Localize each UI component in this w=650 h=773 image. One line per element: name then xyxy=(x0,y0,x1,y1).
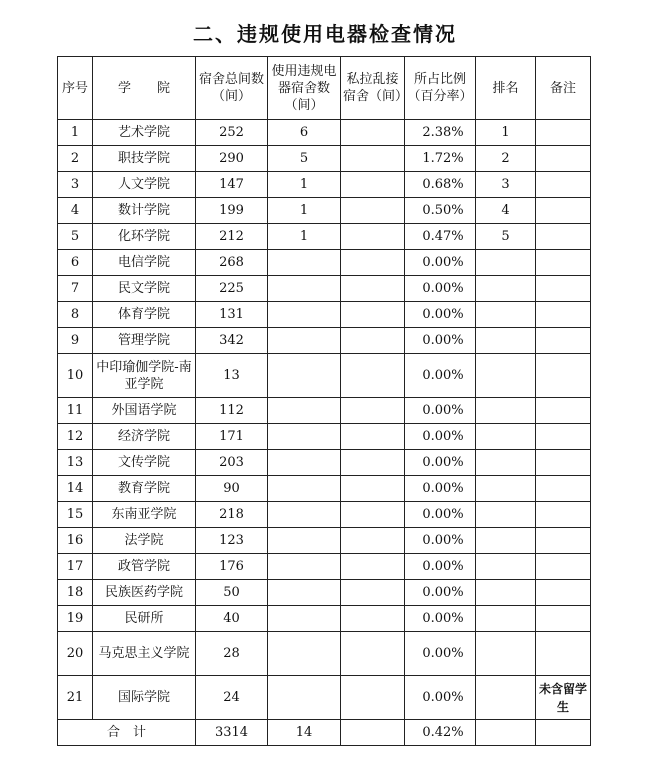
cell-violation-rooms xyxy=(268,476,341,502)
cell-rank xyxy=(476,528,536,554)
cell-college: 体育学院 xyxy=(93,302,196,328)
cell-college: 经济学院 xyxy=(93,424,196,450)
cell-violation-rooms xyxy=(268,398,341,424)
page-title: 二、违规使用电器检查情况 xyxy=(193,22,457,46)
cell-rank xyxy=(476,676,536,720)
cell-college: 民族医药学院 xyxy=(93,580,196,606)
cell-ratio: 0.00% xyxy=(405,502,476,528)
cell-remark xyxy=(536,276,591,302)
cell-wiring-rooms xyxy=(341,146,405,172)
cell-college: 人文学院 xyxy=(93,172,196,198)
total-row xyxy=(58,720,591,746)
cell-total-rooms: 176 xyxy=(196,554,268,580)
cell-ratio: 0.00% xyxy=(405,276,476,302)
cell-remark xyxy=(536,354,591,398)
cell-college: 艺术学院 xyxy=(93,120,196,146)
cell-rank: 5 xyxy=(476,224,536,250)
cell-wiring-rooms xyxy=(341,302,405,328)
header-total-rooms: 宿舍总间数（间） xyxy=(196,57,268,120)
total-violation: 14 xyxy=(268,720,341,746)
cell-violation-rooms: 6 xyxy=(268,120,341,146)
cell-ratio: 0.00% xyxy=(405,424,476,450)
header-violation-rooms: 使用违规电器宿舍数（间） xyxy=(268,57,341,120)
total-wiring xyxy=(341,720,405,746)
table-header-row xyxy=(58,57,591,120)
table-row xyxy=(58,450,591,476)
cell-remark xyxy=(536,146,591,172)
cell-violation-rooms xyxy=(268,676,341,720)
cell-total-rooms: 147 xyxy=(196,172,268,198)
cell-wiring-rooms xyxy=(341,528,405,554)
cell-violation-rooms xyxy=(268,554,341,580)
cell-total-rooms: 24 xyxy=(196,676,268,720)
cell-violation-rooms: 5 xyxy=(268,146,341,172)
cell-wiring-rooms xyxy=(341,328,405,354)
table-row xyxy=(58,302,591,328)
total-rooms: 3314 xyxy=(196,720,268,746)
table-row xyxy=(58,632,591,676)
total-remark xyxy=(536,720,591,746)
cell-ratio: 0.00% xyxy=(405,302,476,328)
table-row xyxy=(58,328,591,354)
cell-no: 15 xyxy=(58,502,93,528)
cell-rank xyxy=(476,276,536,302)
cell-wiring-rooms xyxy=(341,424,405,450)
header-rank: 排名 xyxy=(476,57,536,120)
table-row xyxy=(58,146,591,172)
cell-rank xyxy=(476,354,536,398)
cell-total-rooms: 123 xyxy=(196,528,268,554)
table-row xyxy=(58,528,591,554)
cell-wiring-rooms xyxy=(341,198,405,224)
header-no: 序号 xyxy=(58,57,93,120)
cell-total-rooms: 199 xyxy=(196,198,268,224)
cell-total-rooms: 203 xyxy=(196,450,268,476)
cell-ratio: 0.00% xyxy=(405,676,476,720)
cell-rank xyxy=(476,450,536,476)
cell-wiring-rooms xyxy=(341,354,405,398)
cell-rank xyxy=(476,424,536,450)
cell-no: 9 xyxy=(58,328,93,354)
table-row xyxy=(58,502,591,528)
cell-wiring-rooms xyxy=(341,606,405,632)
cell-violation-rooms xyxy=(268,632,341,676)
cell-no: 21 xyxy=(58,676,93,720)
cell-ratio: 2.38% xyxy=(405,120,476,146)
table-row xyxy=(58,354,591,398)
table-row xyxy=(58,198,591,224)
cell-total-rooms: 268 xyxy=(196,250,268,276)
cell-ratio: 0.00% xyxy=(405,354,476,398)
cell-total-rooms: 252 xyxy=(196,120,268,146)
cell-ratio: 0.00% xyxy=(405,250,476,276)
cell-remark xyxy=(536,476,591,502)
table-row xyxy=(58,398,591,424)
cell-remark xyxy=(536,606,591,632)
cell-no: 12 xyxy=(58,424,93,450)
cell-rank xyxy=(476,580,536,606)
cell-total-rooms: 212 xyxy=(196,224,268,250)
header-wiring-rooms: 私拉乱接宿舍（间） xyxy=(341,57,405,120)
cell-total-rooms: 50 xyxy=(196,580,268,606)
cell-wiring-rooms xyxy=(341,398,405,424)
cell-ratio: 0.00% xyxy=(405,554,476,580)
cell-college: 民研所 xyxy=(93,606,196,632)
cell-violation-rooms xyxy=(268,302,341,328)
cell-remark xyxy=(536,528,591,554)
cell-violation-rooms: 1 xyxy=(268,172,341,198)
cell-ratio: 0.00% xyxy=(405,528,476,554)
cell-rank xyxy=(476,632,536,676)
table-row xyxy=(58,676,591,720)
cell-college: 法学院 xyxy=(93,528,196,554)
cell-no: 16 xyxy=(58,528,93,554)
cell-remark xyxy=(536,632,591,676)
cell-total-rooms: 13 xyxy=(196,354,268,398)
cell-college: 国际学院 xyxy=(93,676,196,720)
cell-rank: 3 xyxy=(476,172,536,198)
cell-wiring-rooms xyxy=(341,250,405,276)
cell-no: 17 xyxy=(58,554,93,580)
cell-college: 职技学院 xyxy=(93,146,196,172)
cell-no: 19 xyxy=(58,606,93,632)
cell-college: 民文学院 xyxy=(93,276,196,302)
cell-remark xyxy=(536,398,591,424)
cell-college: 外国语学院 xyxy=(93,398,196,424)
cell-violation-rooms xyxy=(268,580,341,606)
cell-college: 中印瑜伽学院-南亚学院 xyxy=(93,354,196,398)
cell-violation-rooms xyxy=(268,424,341,450)
cell-wiring-rooms xyxy=(341,502,405,528)
cell-total-rooms: 218 xyxy=(196,502,268,528)
cell-no: 7 xyxy=(58,276,93,302)
header-college: 学 院 xyxy=(93,57,196,120)
table-row xyxy=(58,606,591,632)
table-row xyxy=(58,120,591,146)
total-rank xyxy=(476,720,536,746)
cell-remark xyxy=(536,250,591,276)
cell-college: 数计学院 xyxy=(93,198,196,224)
cell-rank xyxy=(476,476,536,502)
cell-total-rooms: 225 xyxy=(196,276,268,302)
cell-violation-rooms xyxy=(268,328,341,354)
cell-total-rooms: 131 xyxy=(196,302,268,328)
cell-wiring-rooms xyxy=(341,224,405,250)
cell-rank xyxy=(476,328,536,354)
cell-college: 教育学院 xyxy=(93,476,196,502)
cell-no: 11 xyxy=(58,398,93,424)
cell-wiring-rooms xyxy=(341,276,405,302)
cell-remark xyxy=(536,424,591,450)
cell-no: 1 xyxy=(58,120,93,146)
cell-total-rooms: 90 xyxy=(196,476,268,502)
cell-violation-rooms xyxy=(268,354,341,398)
cell-college: 文传学院 xyxy=(93,450,196,476)
table-row xyxy=(58,224,591,250)
cell-rank xyxy=(476,554,536,580)
cell-violation-rooms xyxy=(268,606,341,632)
cell-total-rooms: 40 xyxy=(196,606,268,632)
cell-wiring-rooms xyxy=(341,476,405,502)
cell-college: 电信学院 xyxy=(93,250,196,276)
cell-college: 化环学院 xyxy=(93,224,196,250)
cell-no: 20 xyxy=(58,632,93,676)
table-row xyxy=(58,580,591,606)
cell-college: 政管学院 xyxy=(93,554,196,580)
cell-rank: 4 xyxy=(476,198,536,224)
cell-remark xyxy=(536,328,591,354)
cell-ratio: 0.00% xyxy=(405,632,476,676)
header-ratio: 所占比例（百分率） xyxy=(405,57,476,120)
cell-ratio: 0.00% xyxy=(405,580,476,606)
cell-remark xyxy=(536,172,591,198)
cell-ratio: 1.72% xyxy=(405,146,476,172)
cell-no: 13 xyxy=(58,450,93,476)
cell-remark: 未含留学生 xyxy=(536,676,591,720)
cell-rank: 2 xyxy=(476,146,536,172)
cell-violation-rooms xyxy=(268,502,341,528)
cell-violation-rooms xyxy=(268,276,341,302)
cell-remark xyxy=(536,224,591,250)
table-row xyxy=(58,424,591,450)
cell-remark xyxy=(536,580,591,606)
cell-remark xyxy=(536,198,591,224)
header-remark: 备注 xyxy=(536,57,591,120)
cell-no: 6 xyxy=(58,250,93,276)
cell-wiring-rooms xyxy=(341,450,405,476)
cell-rank xyxy=(476,606,536,632)
cell-ratio: 0.47% xyxy=(405,224,476,250)
cell-no: 2 xyxy=(58,146,93,172)
cell-total-rooms: 290 xyxy=(196,146,268,172)
cell-violation-rooms: 1 xyxy=(268,198,341,224)
cell-ratio: 0.00% xyxy=(405,476,476,502)
table-row xyxy=(58,554,591,580)
cell-no: 5 xyxy=(58,224,93,250)
cell-college: 马克思主义学院 xyxy=(93,632,196,676)
cell-college: 东南亚学院 xyxy=(93,502,196,528)
cell-remark xyxy=(536,450,591,476)
cell-remark xyxy=(536,120,591,146)
cell-no: 4 xyxy=(58,198,93,224)
cell-college: 管理学院 xyxy=(93,328,196,354)
cell-ratio: 0.50% xyxy=(405,198,476,224)
cell-remark xyxy=(536,302,591,328)
table-row xyxy=(58,276,591,302)
cell-wiring-rooms xyxy=(341,632,405,676)
cell-ratio: 0.00% xyxy=(405,606,476,632)
cell-wiring-rooms xyxy=(341,172,405,198)
cell-rank: 1 xyxy=(476,120,536,146)
cell-ratio: 0.00% xyxy=(405,328,476,354)
table-row xyxy=(58,476,591,502)
cell-ratio: 0.68% xyxy=(405,172,476,198)
cell-rank xyxy=(476,398,536,424)
cell-no: 3 xyxy=(58,172,93,198)
cell-wiring-rooms xyxy=(341,676,405,720)
table-row xyxy=(58,172,591,198)
inspection-table xyxy=(57,56,591,746)
cell-wiring-rooms xyxy=(341,580,405,606)
cell-violation-rooms xyxy=(268,528,341,554)
table-row xyxy=(58,250,591,276)
cell-violation-rooms: 1 xyxy=(268,224,341,250)
cell-no: 18 xyxy=(58,580,93,606)
cell-wiring-rooms xyxy=(341,554,405,580)
cell-total-rooms: 112 xyxy=(196,398,268,424)
cell-wiring-rooms xyxy=(341,120,405,146)
cell-remark xyxy=(536,502,591,528)
cell-ratio: 0.00% xyxy=(405,398,476,424)
cell-total-rooms: 28 xyxy=(196,632,268,676)
total-ratio: 0.42% xyxy=(405,720,476,746)
cell-rank xyxy=(476,502,536,528)
cell-total-rooms: 171 xyxy=(196,424,268,450)
cell-violation-rooms xyxy=(268,250,341,276)
cell-rank xyxy=(476,250,536,276)
cell-no: 14 xyxy=(58,476,93,502)
cell-no: 10 xyxy=(58,354,93,398)
total-label: 合 计 xyxy=(58,720,196,746)
cell-ratio: 0.00% xyxy=(405,450,476,476)
cell-rank xyxy=(476,302,536,328)
cell-total-rooms: 342 xyxy=(196,328,268,354)
cell-remark xyxy=(536,554,591,580)
cell-violation-rooms xyxy=(268,450,341,476)
cell-no: 8 xyxy=(58,302,93,328)
